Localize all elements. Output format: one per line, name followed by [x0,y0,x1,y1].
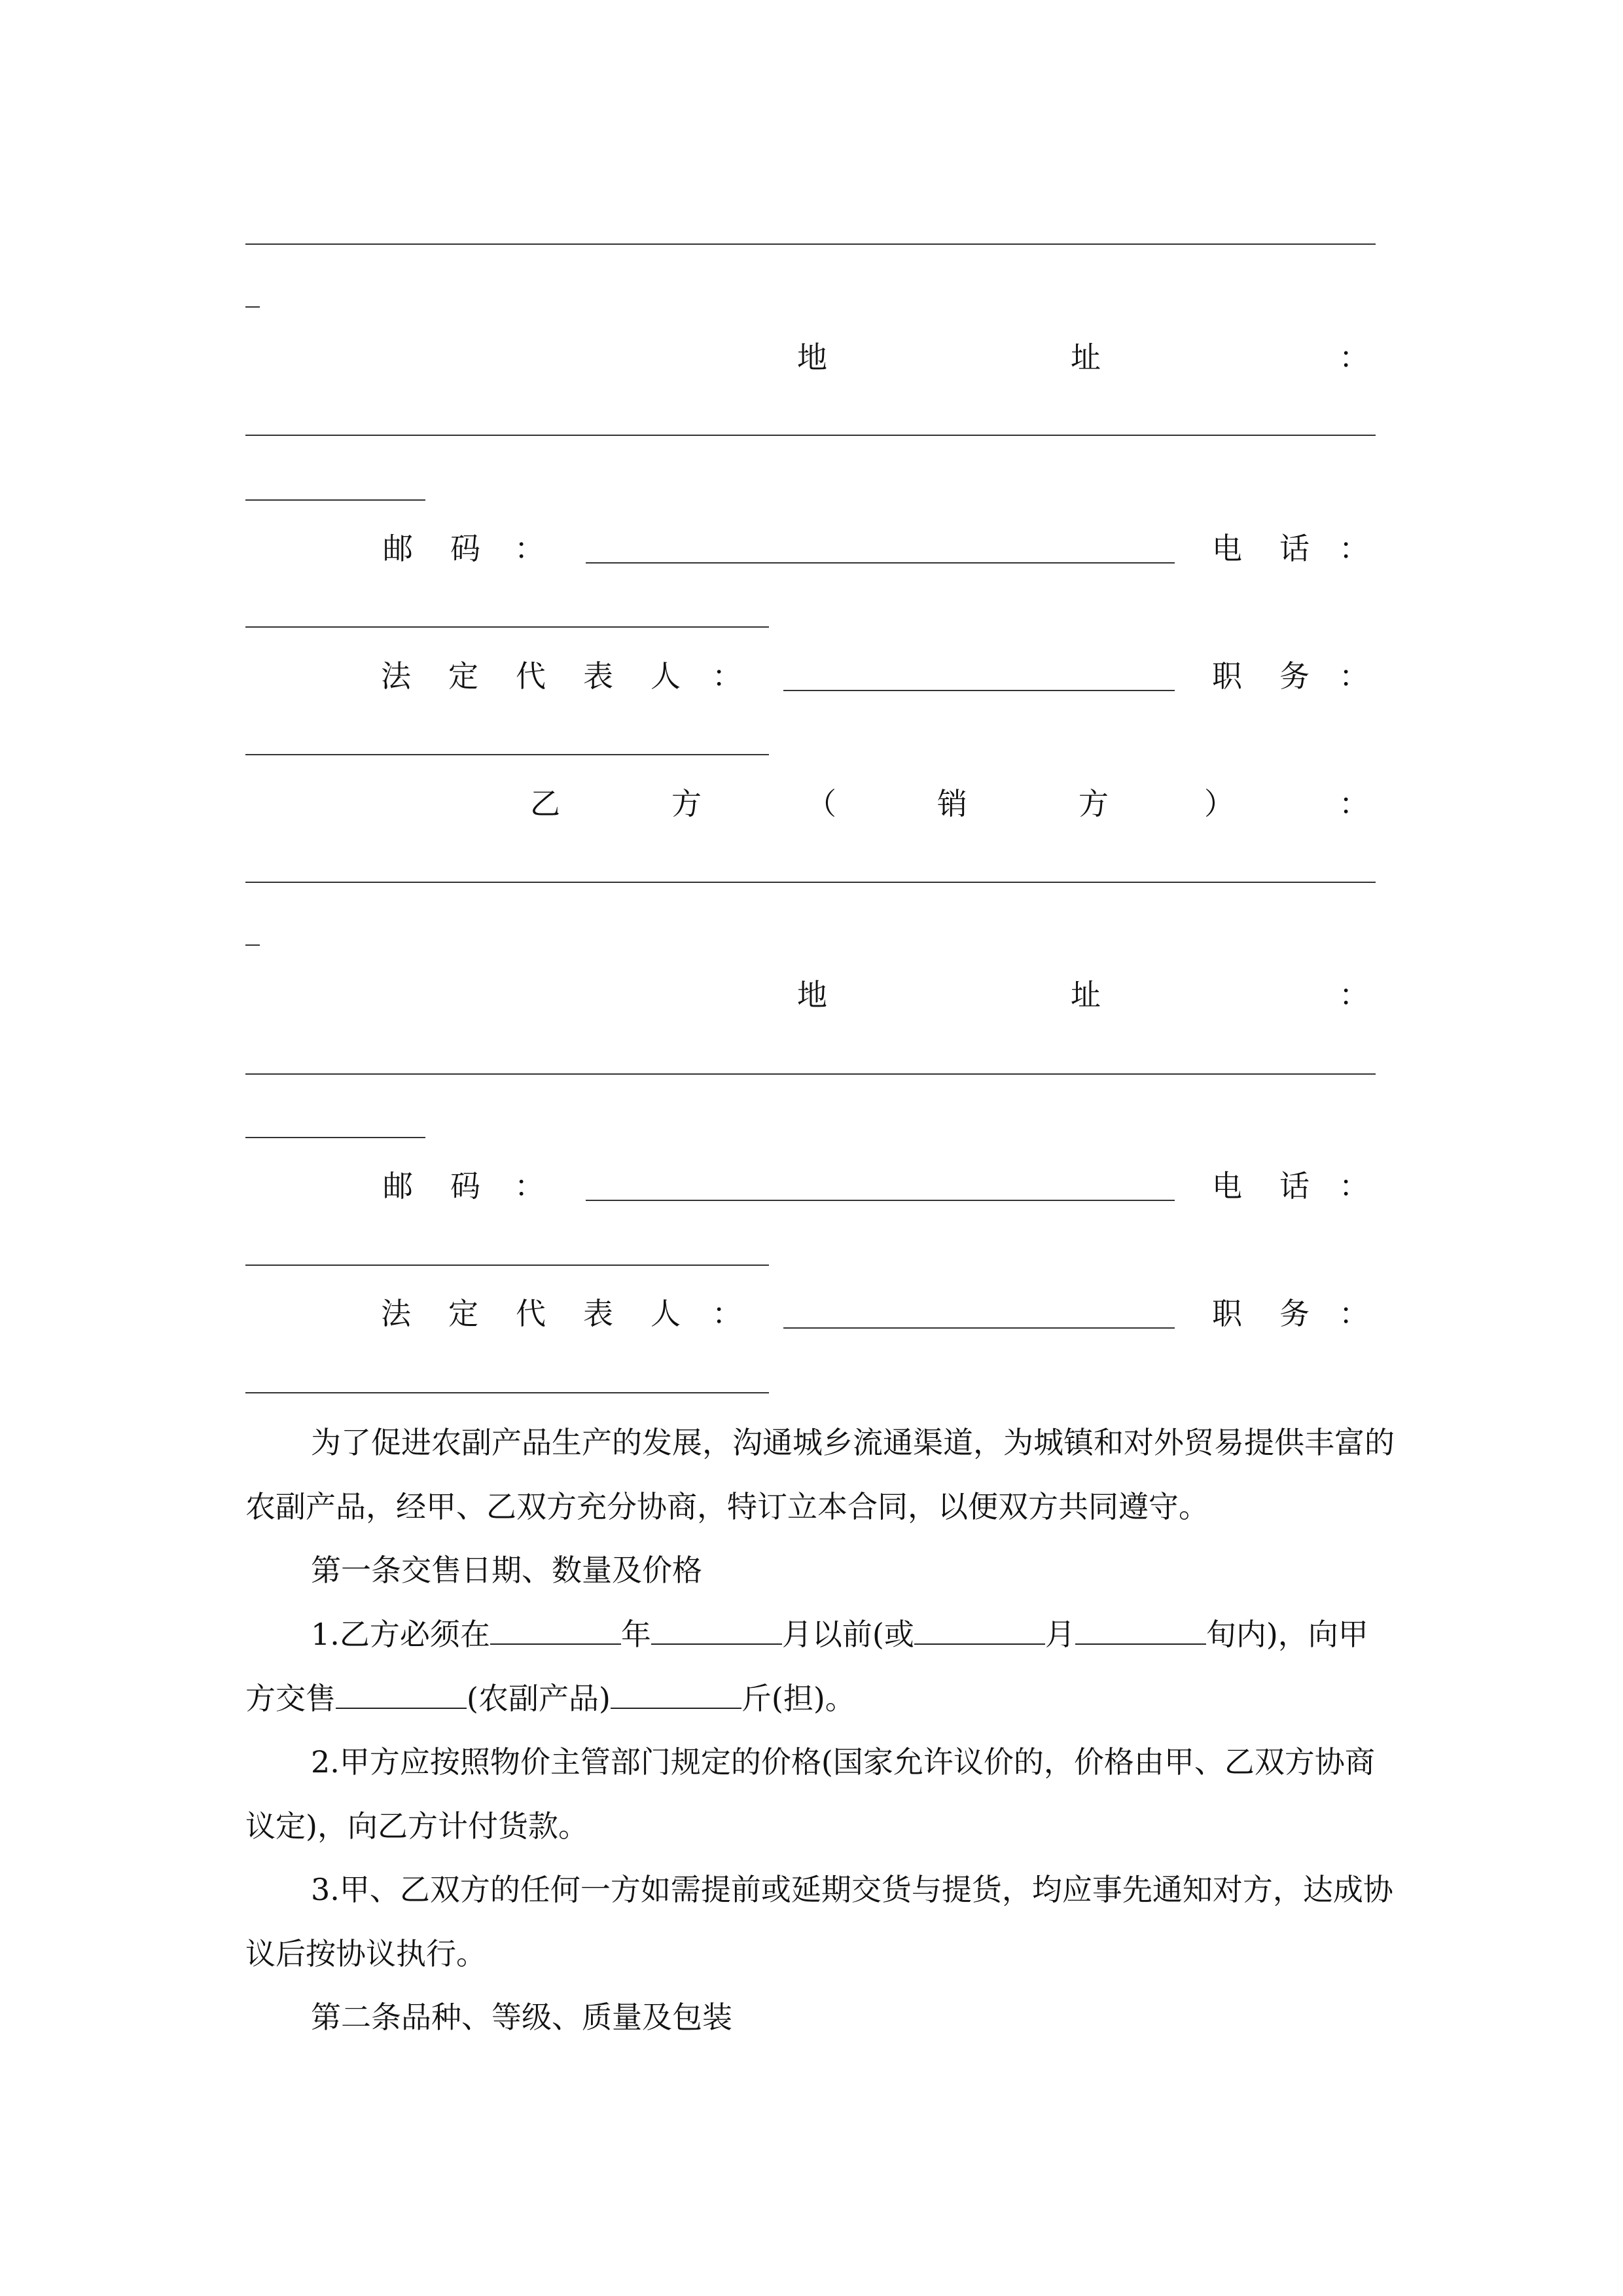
party-a-postcode-line[interactable] [586,562,1175,564]
party-b-legal-rep-label-char: 表 [583,1296,613,1331]
party-b-address-label-char: 址 [1071,977,1101,1013]
party-a-legal-rep-label-char: 法 [381,658,411,694]
clause-1-part: 旬内)，向甲方交售 [245,1617,1368,1716]
clause-1-part: 月 [1044,1617,1075,1652]
party-b-title-char: （ [806,786,836,821]
party-a-phone-label-char: 话 [1279,531,1310,566]
party-a-postcode-label-char: 码 [450,531,480,566]
clause-1-part: (农副产品) [467,1681,611,1716]
party-b-legal-rep-line[interactable] [783,1327,1175,1329]
party-a-address-line[interactable] [245,435,1376,436]
party-b-title-char: 乙 [530,786,560,821]
party-b-legal-rep-colon: ： [712,1296,742,1331]
party-a-phone-label-char: 电 [1212,531,1242,566]
party-b-address-line[interactable] [245,1073,1376,1075]
contract-intro [245,1410,1397,1539]
clause-1-part: 年 [620,1617,651,1652]
quantity-blank[interactable] [611,1681,741,1709]
clause-1-part: 斤(担)。 [741,1681,855,1716]
party-a-postcode-label-char: 邮 [383,531,413,566]
party-b-legal-rep-label-char: 定 [448,1296,478,1331]
party-a-position-colon: ： [1339,658,1369,694]
party-b-postcode-label-char: 码 [450,1168,480,1204]
party-b-title-char: 方 [1079,786,1109,821]
party-b-legal-rep-label-char: 法 [381,1296,411,1331]
party-a-phone-colon: ： [1339,531,1369,566]
party-b-name-line[interactable] [245,882,1376,883]
party-b-title-colon: ： [1339,786,1369,821]
party-b-phone-label-char: 电 [1212,1168,1242,1204]
party-b-phone-line[interactable] [245,1265,769,1266]
clause-3 [245,1857,1397,1986]
party-b-legal-rep-label-char: 代 [516,1296,546,1331]
party-a-address-label-char: 地 [797,340,827,375]
party-b-name-line-tail [245,944,260,946]
article-2-title-text: 第二条品种、等级、质量及包装 [311,2000,732,2035]
ten-day-period-blank[interactable] [1075,1617,1206,1645]
product-blank[interactable] [336,1681,467,1709]
party-a-postcode-colon: ： [514,531,544,566]
party-b-address-colon: ： [1339,977,1369,1013]
alt-month-blank[interactable] [914,1617,1045,1645]
party-a-address-label-char: 址 [1071,340,1101,375]
party-b-phone-label-char: 话 [1279,1168,1310,1204]
party-b-title-char: ） [1204,786,1234,821]
month-blank[interactable] [651,1617,782,1645]
year-blank[interactable] [490,1617,621,1645]
party-a-position-label-char: 职 [1212,658,1242,694]
party-b-postcode-colon: ： [514,1168,544,1204]
party-b-position-colon: ： [1339,1296,1369,1331]
party-b-position-label-char: 职 [1212,1296,1242,1331]
party-b-legal-rep-label-char: 人 [651,1296,681,1331]
party-b-postcode-label-char: 邮 [383,1168,413,1204]
contract-intro-text: 为了促进农副产品生产的发展，沟通城乡流通渠道，为城镇和对外贸易提供丰富的农副产品，经甲、乙双方充分协商，特订立本合同，以便双方共同遵守。 [245,1425,1395,1524]
party-a-legal-rep-label-char: 代 [516,658,546,694]
party-a-phone-line[interactable] [245,626,769,628]
party-b-postcode-line[interactable] [586,1200,1175,1201]
clause-2-text: 2.甲方应按照物价主管部门规定的价格(国家允许议价的，价格由甲、乙双方协商议定)，向乙方计付货款。 [245,1744,1375,1844]
party-a-position-label-char: 务 [1279,658,1310,694]
party-a-name-line-tail [245,306,260,308]
party-b-title-char: 方 [671,786,702,821]
clause-1 [245,1602,1397,1731]
clause-2 [245,1730,1397,1858]
article-1-title-text: 第一条交售日期、数量及价格 [311,1552,702,1588]
article-1-title [245,1538,1397,1602]
party-a-address-line-tail[interactable] [245,499,425,501]
party-a-position-line[interactable] [245,754,769,755]
party-a-address-colon: ： [1339,340,1369,375]
party-b-position-line[interactable] [245,1392,769,1393]
clause-1-part: 月以前(或 [781,1617,914,1652]
clause-3-text: 3.甲、乙双方的任何一方如需提前或延期交货与提货，均应事先通知对方，达成协议后按协议执行。 [245,1872,1393,1971]
party-a-legal-rep-label-char: 人 [651,658,681,694]
party-b-address-label-char: 地 [797,977,827,1013]
clause-1-part: 1.乙方必须在 [311,1617,490,1652]
party-b-title-char: 销 [937,786,967,821]
party-b-phone-colon: ： [1339,1168,1369,1204]
party-a-legal-rep-line[interactable] [783,690,1175,691]
party-a-legal-rep-label-char: 定 [448,658,478,694]
party-a-name-line [245,243,1376,245]
article-2-title [245,1985,1397,2049]
party-b-address-line-tail[interactable] [245,1137,425,1138]
party-a-legal-rep-label-char: 表 [583,658,613,694]
party-a-legal-rep-colon: ： [712,658,742,694]
party-b-position-label-char: 务 [1279,1296,1310,1331]
